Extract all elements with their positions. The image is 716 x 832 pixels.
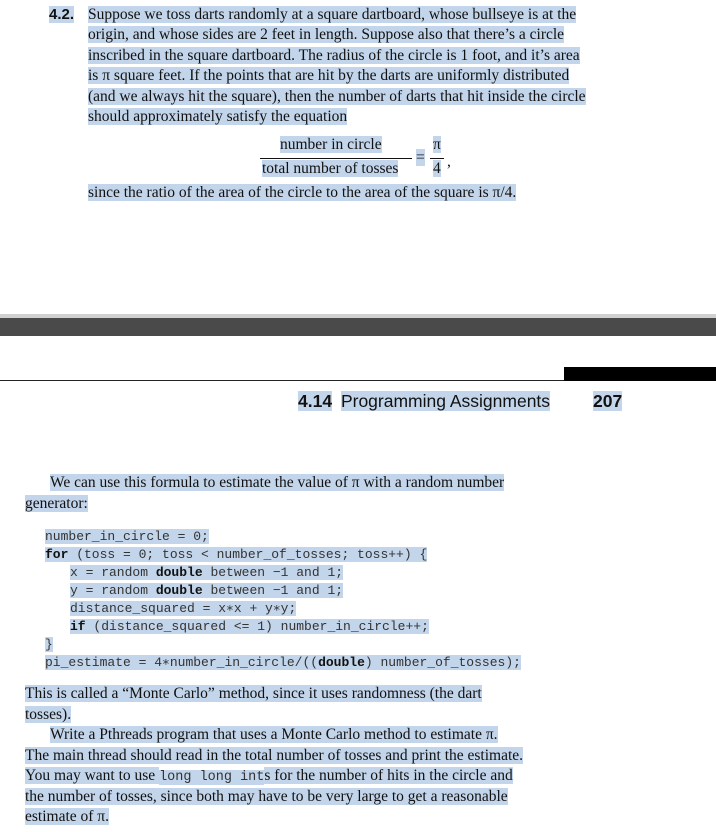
equation-rhs-numerator: π bbox=[433, 136, 441, 153]
code-line: ) number_of_tosses); bbox=[364, 655, 521, 670]
code-line: between −1 and 1; bbox=[202, 565, 344, 580]
problem-line: Suppose we toss darts randomly at a square dartboard, whose bullseye is at the bbox=[88, 6, 577, 23]
code-line: (toss = 0; toss < number_of_tosses; toss++) { bbox=[68, 547, 428, 562]
closing-line: This is called a “Monte Carlo” method, since it uses randomness (the dart bbox=[25, 685, 482, 702]
intro-line: generator: bbox=[25, 495, 88, 512]
equation-numerator: number in circle bbox=[280, 136, 382, 153]
problem-line: origin, and whose sides are 2 feet in length. Suppose also that there’s a circle bbox=[88, 26, 565, 43]
equation-denominator: total number of tosses bbox=[262, 160, 399, 177]
code-keyword: double bbox=[155, 583, 203, 598]
closing-line: Write a Pthreads program that uses a Monte Carlo method to estimate π. bbox=[50, 726, 498, 743]
code-line: number_in_circle = 0; bbox=[45, 529, 209, 544]
problem-line: (and we always hit the square), then the number of darts that hit inside the circle bbox=[88, 88, 586, 105]
header-rule bbox=[0, 380, 564, 381]
equation-trailing: , bbox=[447, 153, 451, 170]
closing-line: s for the number of hits in the circle and bbox=[264, 767, 513, 784]
closing-line: You may want to use bbox=[25, 767, 160, 784]
section-title: Programming Assignments bbox=[340, 391, 551, 411]
equation-equals: = bbox=[416, 149, 425, 166]
problem-line: should approximately satisfy the equation bbox=[88, 108, 348, 125]
code-line: distance_squared = x∗x + y∗y; bbox=[70, 601, 297, 616]
code-line: x = random bbox=[70, 565, 156, 580]
closing-line: The main thread should read in the total number of tosses and print the estimate. bbox=[25, 747, 524, 764]
header-black-tab bbox=[564, 367, 716, 381]
code-line: pi_estimate = 4∗number_in_circle/(( bbox=[45, 655, 319, 670]
running-header bbox=[298, 390, 550, 412]
code-keyword: double bbox=[155, 565, 203, 580]
intro-line: We can use this formula to estimate the value of π with a random number bbox=[50, 474, 505, 491]
after-equation-text: since the ratio of the area of the circle to the area of the square is π/4. bbox=[88, 184, 517, 201]
problem-line: inscribed in the square dartboard. The radius of the circle is 1 foot, and it’s area bbox=[88, 47, 580, 64]
page-number: 207 bbox=[593, 391, 623, 411]
code-line: between −1 and 1; bbox=[202, 583, 344, 598]
closing-line: the number of tosses, since both may have to be very large to get a reasonable bbox=[25, 788, 508, 805]
code-line: y = random bbox=[70, 583, 156, 598]
problem-number: 4.2. bbox=[49, 6, 75, 23]
inline-code: long long int bbox=[159, 770, 265, 785]
code-keyword: if bbox=[70, 619, 86, 634]
code-line: } bbox=[45, 637, 53, 652]
code-keyword: double bbox=[318, 655, 365, 670]
code-keyword: for bbox=[45, 547, 69, 562]
problem-line: is π square feet. If the points that are hit by the darts are uniformly distributed bbox=[88, 67, 570, 84]
closing-line: estimate of π. bbox=[25, 808, 110, 825]
section-number: 4.14 bbox=[298, 391, 333, 411]
closing-line: tosses). bbox=[25, 706, 72, 723]
equation-rhs-denominator: 4 bbox=[433, 160, 441, 177]
page-gap-shadow bbox=[0, 314, 716, 318]
code-line: (distance_squared <= 1) number_in_circle++; bbox=[85, 619, 429, 634]
page-gap-dark bbox=[0, 318, 716, 336]
